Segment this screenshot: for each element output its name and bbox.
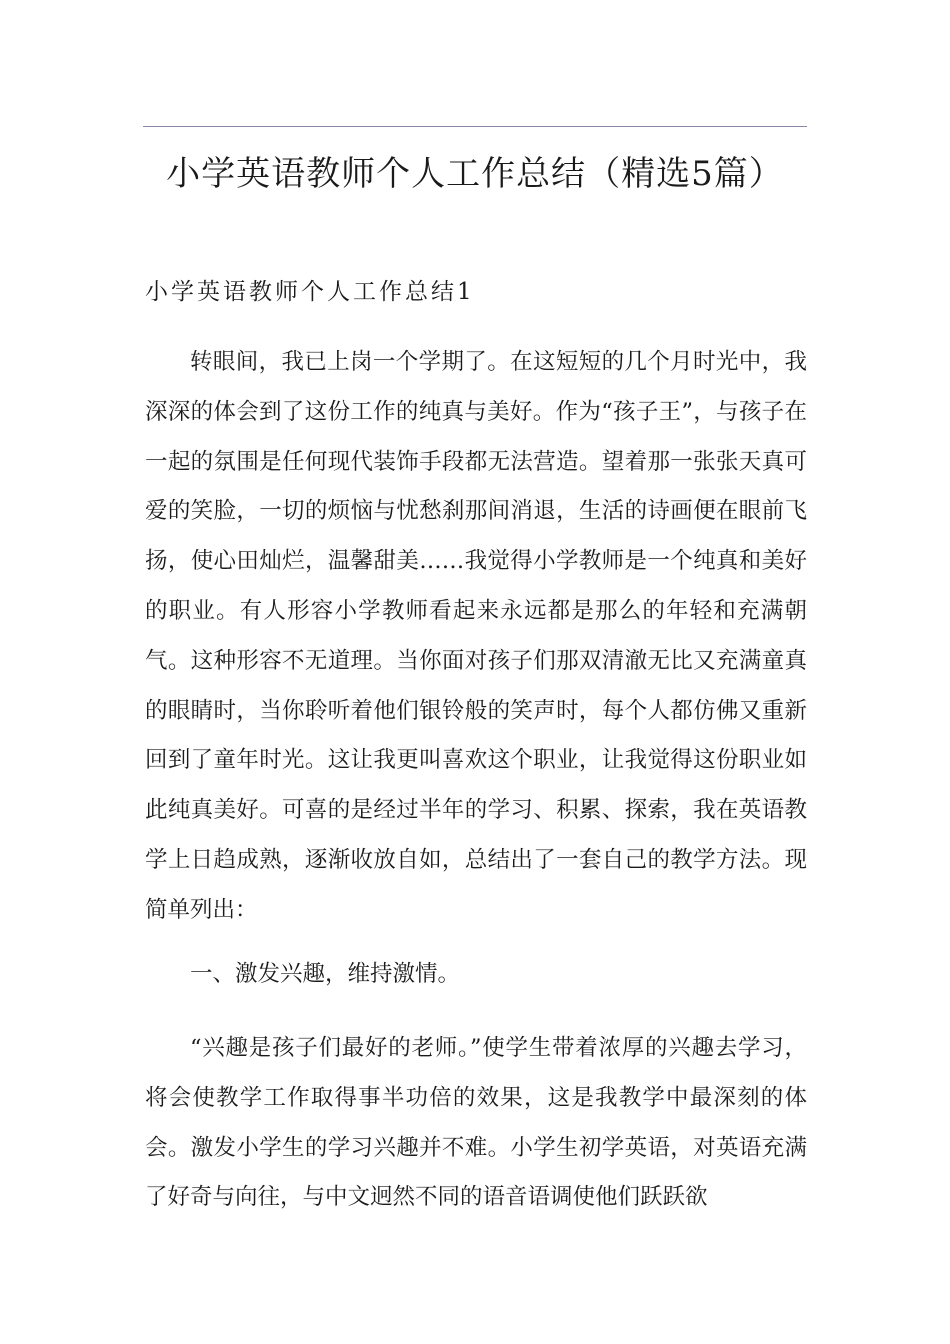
body-paragraph: 转眼间，我已上岗一个学期了。在这短短的几个月时光中，我深深的体会到了这份工作的纯真与美好。作为“孩子王”，与孩子在一起的氛围是任何现代装饰手段都无法营造。望着那一张张天真可爱的笑脸，一切的烦恼与忧愁刹那间消退，生活的诗画便在眼前飞扬，使心田灿烂，温馨甜美……我觉得小学教师是一个纯真和美好的职业。有人形容小学教师看起来永远都是那么的年轻和充满朝气。这种形容不无道理。当你面对孩子们那双清澈无比又充满童真的眼睛时，当你聆听着他们银铃般的笑声时，每个人都仿佛又重新回到了童年时光。这让我更叫喜欢这个职业，让我觉得这份职业如此纯真美好。可喜的是经过半年的学习、积累、探索，我在英语教学上日趋成熟，逐渐收放自如，总结出了一套自己的教学方法。现简单列出：: [145, 349, 807, 923]
section-heading: 小学英语教师个人工作总结1: [145, 279, 475, 305]
body-paragraph: “兴趣是孩子们最好的老师。”使学生带着浓厚的兴趣去学习，将会使教学工作取得事半功倍的效果，这是我教学中最深刻的体会。激发小学生的学习兴趣并不难。小学生初学英语，对英语充满了好奇与向往，与中文迥然不同的语音语调使他们跃跃欲: [145, 1035, 807, 1211]
document-title: 小学英语教师个人工作总结（精选5篇）: [166, 154, 784, 194]
top-divider: [143, 126, 807, 127]
subsection-heading: 一、激发兴趣，维持激情。: [190, 961, 461, 987]
